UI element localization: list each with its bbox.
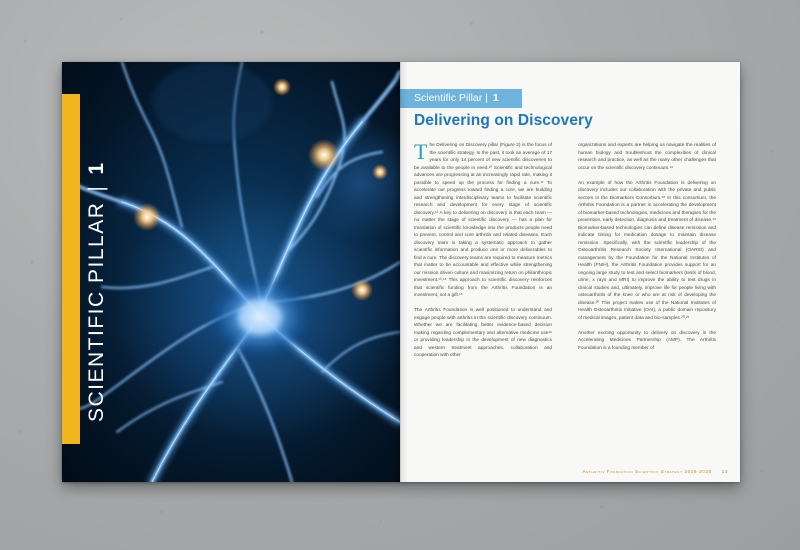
page-number: 13 (721, 469, 728, 474)
paragraph-text: he Delivering on Discovery pillar (Figure 2) is the focus of the scientific strategy. In the past, it took an average of 17 years for only 14 percent of new scientific discoveries to be available to the people in need.¹⁰ Scientific and technological advances are progressing at an increasingly rapid rate, making it possible to speed up the process for finding a cure.¹¹ To accelerate our progress toward finding a cure, we are building and strengthening interdisciplinary teams to facilitate scientific research and development for every stage of scientific discovery.¹² A key to delivering on discovery is that each team — no matter the stage of scientific discovery — has a plan for translation of scientific knowledge into the products people need to prevent, control and cure arthritis and related diseases. Each discovery team is taking a systematic approach to gather scientific information and produce one or more deliverables to find a cure. The discovery teams are required to measure metrics that matter to be accountable and effective while strengthening our mission driven culture and maximizing return on philanthropic investment.¹³,¹⁴ This approach to scientific discovery reinforces that scientific funding from the Arthritis Foundation is an investment, not a gift.¹⁵ (414, 143, 552, 298)
page-heading: Delivering on Discovery (414, 112, 593, 129)
paragraph: Another exciting opportunity to delivery on discovery is the Accelerating Medicines Partnership (AMP). The Arthritis Foundation is a founding member of (578, 330, 716, 351)
vertical-pillar-title (82, 122, 112, 422)
text-column-1 (414, 139, 552, 367)
pillar-tab-label: Scientific Pillar (414, 92, 483, 104)
vertical-title-number: 1 (85, 161, 108, 175)
pillar-tab-separator: | (485, 92, 488, 104)
magazine-spread (62, 62, 740, 482)
paragraph (414, 139, 552, 300)
book-gutter (392, 62, 408, 482)
pillar-tab-number: 1 (492, 92, 499, 104)
paragraph: organizations and experts are helping us navigate the realities of human biology and troubleshoot the complexities of clinical research and practice, as well as the many other challenges that occur on the scientific discovery continuum.¹⁶ (578, 143, 716, 171)
vertical-title-text: SCIENTIFIC PILLAR (85, 201, 108, 422)
page-footer (583, 469, 728, 474)
pillar-tab (400, 89, 522, 108)
neuron-illustration (62, 62, 400, 482)
paragraph: The Arthritis Foundation is well positioned to understand and engage people with arthritis in the scientific discovery continuum. Whether we are facilitating better evidence-based decision making regarding complementary and alternative medicine use¹⁶ or providing leadership in the development of new diagnostics and western treatment approaches, collaboration and cooperation with other (414, 308, 552, 358)
text-column-2 (578, 142, 716, 360)
pillar-accent-bar (62, 94, 80, 444)
drop-cap: T (414, 139, 428, 164)
left-page-neuron-image (62, 62, 400, 482)
right-page (400, 62, 740, 482)
vertical-title-separator: | (85, 184, 108, 192)
paragraph: An example of how the Arthritis Foundation is delivering on discovery includes our collaboration with the private and public sectors in the Biomarkers Consortium.¹⁸ In this consortium, the Arthritis Foundation is a partner in accelerating the development of biomarker-based technologies, medicines and therapies for the prevention, early detection, diagnosis and treatment of disease.¹⁹ Biomarker-based technologies can define disease remission and indicate timing for medication dosage to maintain disease remission. Specifically, with the scientific leadership of the Osteoarthritis Research Society International (OARSI) and management by the Foundation for the National Institutes of Health (FNIH), the Arthritis Foundation provides support for an ongoing large study to test and select biomarkers (tests of blood, urine, x rays and MRI) to improve the ability to test drugs in clinical studies and, ultimately, improve life for people living with osteoarthritis of the knee or who are at risk of developing the disease.²⁰ This project makes use of the National Institutes of Health Osteoarthritis Initiative (OAI), a public domain repository of medical images, patient data and bio-samples.²⁰,²¹ (578, 180, 716, 321)
footer-title: Arthritis Foundation Scientific Strategy 2015-2020 (582, 469, 712, 474)
